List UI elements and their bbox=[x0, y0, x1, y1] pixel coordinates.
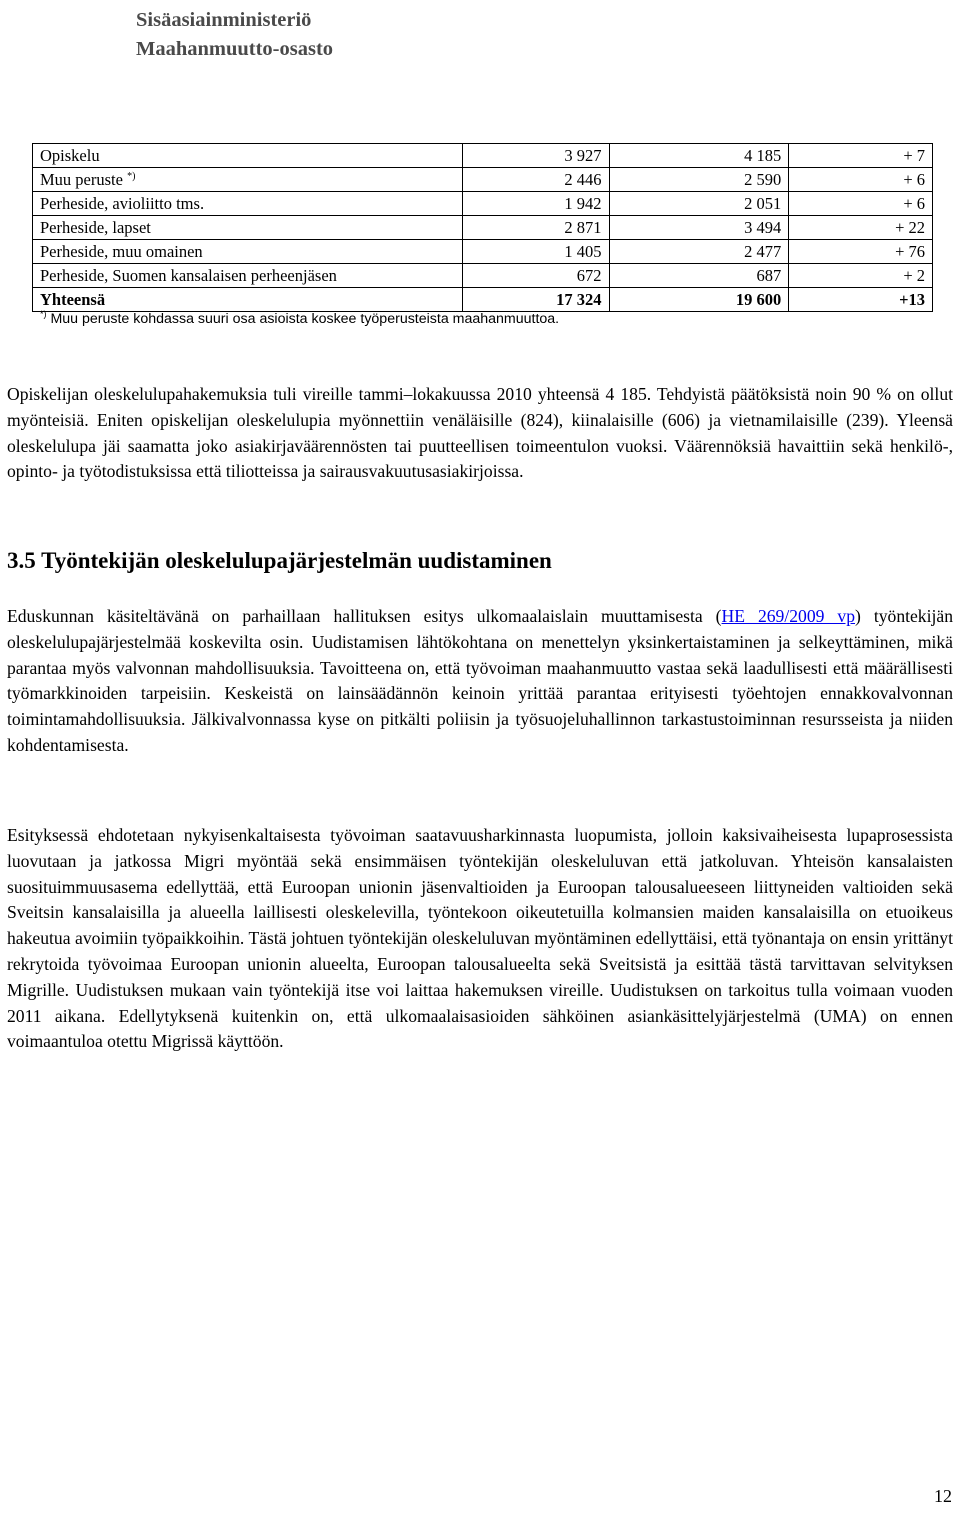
change-percent: + 76 bbox=[789, 240, 933, 264]
row-label: Perheside, avioliitto tms. bbox=[33, 192, 463, 216]
total-change: +13 bbox=[789, 288, 933, 312]
row-label: Perheside, Suomen kansalaisen perheenjäsen bbox=[33, 264, 463, 288]
page-number: 12 bbox=[934, 1486, 952, 1506]
value-2009: 2 871 bbox=[462, 216, 609, 240]
table-row bbox=[33, 240, 933, 264]
section-heading: 3.5 Työntekijän oleskelulupajärjestelmän uudistaminen bbox=[7, 548, 552, 573]
value-2010: 2 477 bbox=[609, 240, 789, 264]
row-label: Perheside, muu omainen bbox=[33, 240, 463, 264]
table-total-row bbox=[33, 288, 933, 312]
table-footnote bbox=[40, 311, 559, 327]
paragraph-reform bbox=[7, 604, 953, 759]
row-label: Perheside, lapset bbox=[33, 216, 463, 240]
change-percent: + 22 bbox=[789, 216, 933, 240]
footnote-text: Muu peruste kohdassa suuri osa asioista koskee työperusteista maahanmuuttoa. bbox=[50, 311, 560, 327]
row-label-text: Muu peruste bbox=[40, 169, 123, 189]
value-2010: 2 590 bbox=[609, 168, 789, 192]
paragraph-student-permits: Opiskelijan oleskelulupahakemuksia tuli vireille tammi–lokakuussa 2010 yhteensä 4 185. Tehdyistä päätöksistä noin 90 % on ollut myönteisiä. Eniten opiskelijan oleskelulupia myönnettiin venäläisille (824), kiinalaisille (606) ja vietnamilaisille (239). Yleensä oleskelulupa jäi saamatta joko asiakirjaväärennösten tai puutteellisen toimeentulon vuoksi. Väärennöksiä havaittiin sekä henkilö-, opinto- ja työtodistuksissa että tiliotteissa ja sairausvakuutusasiakirjoissa. bbox=[7, 384, 953, 482]
table-row bbox=[33, 216, 933, 240]
value-2009: 672 bbox=[462, 264, 609, 288]
total-label: Yhteensä bbox=[33, 288, 463, 312]
total-2009: 17 324 bbox=[462, 288, 609, 312]
document-header bbox=[136, 6, 333, 64]
change-percent: + 7 bbox=[789, 144, 933, 168]
change-percent: + 6 bbox=[789, 192, 933, 216]
paragraph-text-end: ) työntekijän oleskelulupajärjestelmää koskevilta osin. Uudistamisen lähtökohtana on menettelyn yksinkertaistaminen ja selkeyttäminen, mikä parantaa myös valvonnan mahdollisuuksia. Tavoitteena on, että työvoiman maahanmuutto vastaa sekä laadullisesti että määrällisesti työmarkkinoiden tarpeisiin. Keskeistä on lainsäädännön keinoin yrittää parantaa erityisesti työehtojen ennakkovalvonnan toimintamahdollisuuksia. Jälkivalvonnassa kyse on pitkälti poliisin ja työsuojeluhallinnon tarkastustoiminnan resursseista ja niiden kohdentamisesta. bbox=[7, 606, 953, 755]
paragraph-proposal: Esityksessä ehdotetaan nykyisenkaltaisesta työvoiman saatavuusharkinnasta luopumista, jolloin kaksivaiheisesta lupaprosessista luovutaan ja jatkossa Migri myöntää sekä ensimmäisen työntekijän oleskeluluvan että jatkoluvan. Yhteisön kansalaisten suosituimmuusasema edellyttää, että Euroopan unionin jäsenvaltioiden ja Euroopan talousalueeseen liittyneiden valtioiden sekä Sveitsin kansalaisilla ja alueella laillisesti oleskelevilla, työntekoon oikeutetuilla kolmansien maiden kansalaisilla on etuoikeus hakeutua avoimiin työpaikkoihin. Tästä johtuen työntekijän oleskeluluvan myöntäminen edellyttäisi, että työnantaja on ensin yrittänyt rekrytoida työvoimaa Euroopan unionin alueelta, Euroopan talousalueelta sekä Sveitsistä ja esittää tästä tarvittavan selvityksen Migrille. Uudistuksen mukaan vain työntekijä itse voi laittaa hakemuksen vireille. Uudistuksen on tarkoitus tulla voimaan vuoden 2011 aikana. Edellytyksenä kuitenkin on, että ulkomaalaisasioiden sähköinen asiankäsittelyjärjestelmä (UMA) on ennen voimaantuloa otettu Migrissä käyttöön. bbox=[7, 825, 953, 1052]
table-row bbox=[33, 168, 933, 192]
government-proposal-link[interactable]: HE 269/2009 vp bbox=[721, 606, 855, 626]
footnote-marker: *) bbox=[127, 170, 136, 182]
value-2010: 2 051 bbox=[609, 192, 789, 216]
value-2009: 1 942 bbox=[462, 192, 609, 216]
value-2009: 3 927 bbox=[462, 144, 609, 168]
ministry-name: Sisäasiainministeriö bbox=[136, 9, 312, 31]
table-row bbox=[33, 192, 933, 216]
table-row bbox=[33, 264, 933, 288]
total-2010: 19 600 bbox=[609, 288, 789, 312]
permit-statistics-table bbox=[32, 143, 933, 312]
change-percent: + 6 bbox=[789, 168, 933, 192]
footnote-marker: *) bbox=[40, 309, 47, 319]
value-2010: 4 185 bbox=[609, 144, 789, 168]
department-name: Maahanmuutto-osasto bbox=[136, 38, 334, 60]
value-2010: 687 bbox=[609, 264, 789, 288]
value-2009: 1 405 bbox=[462, 240, 609, 264]
row-label bbox=[33, 168, 463, 192]
value-2009: 2 446 bbox=[462, 168, 609, 192]
change-percent: + 2 bbox=[789, 264, 933, 288]
paragraph-text-start: Eduskunnan käsiteltävänä on parhaillaan hallituksen esitys ulkomaalaislain muuttamisesta ( bbox=[7, 606, 722, 626]
table-row bbox=[33, 144, 933, 168]
row-label: Opiskelu bbox=[33, 144, 463, 168]
value-2010: 3 494 bbox=[609, 216, 789, 240]
